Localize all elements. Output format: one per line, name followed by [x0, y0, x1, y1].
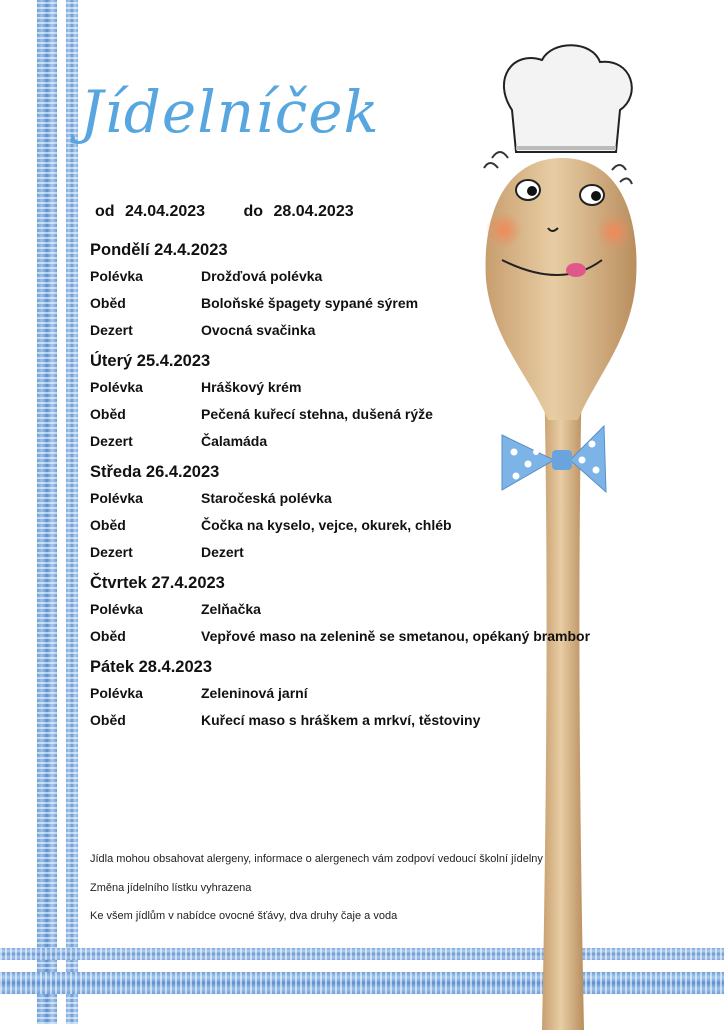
day-heading: Úterý 25.4.2023 — [90, 352, 211, 370]
row-label: Oběd — [90, 406, 126, 422]
date-from: 24.04.2023 — [125, 203, 206, 220]
menu-title: Jídelníček — [80, 78, 380, 146]
menu-row — [90, 433, 650, 460]
menu-row — [90, 544, 650, 571]
row-label: Polévka — [90, 601, 143, 617]
day-heading: Pátek 28.4.2023 — [90, 658, 213, 676]
row-value: Ovocná svačinka — [201, 322, 316, 338]
row-value: Drožďová polévka — [201, 268, 323, 284]
day-heading: Pondělí 24.4.2023 — [90, 241, 228, 259]
date-range — [95, 203, 354, 221]
row-label: Polévka — [90, 685, 143, 701]
day-friday — [90, 658, 650, 739]
row-value: Dezert — [201, 544, 244, 560]
row-label: Oběd — [90, 295, 126, 311]
menu-row — [90, 490, 650, 517]
row-label: Polévka — [90, 490, 143, 506]
row-label: Oběd — [90, 712, 126, 728]
date-from-label: od — [95, 203, 115, 220]
row-value: Čočka na kyselo, vejce, okurek, chléb — [201, 517, 452, 533]
menu-row — [90, 517, 650, 544]
row-value: Kuřecí maso s hráškem a mrkví, těstoviny — [201, 712, 481, 728]
menu-row — [90, 295, 650, 322]
row-value: Pečená kuřecí stehna, dušená rýže — [201, 406, 433, 422]
note-allergens: Jídla mohou obsahovat alergeny, informace o alergenech vám zodpoví vedoucí školní jídelny — [90, 853, 543, 865]
day-heading: Čtvrtek 27.4.2023 — [90, 574, 225, 592]
row-label: Polévka — [90, 379, 143, 395]
menu-row — [90, 601, 650, 628]
date-to: 28.04.2023 — [273, 203, 354, 220]
row-value: Čalamáda — [201, 433, 268, 449]
row-label: Dezert — [90, 544, 133, 560]
left-stripe-inner — [66, 0, 78, 1024]
row-label: Dezert — [90, 433, 133, 449]
menu-row — [90, 322, 650, 349]
row-value: Staročeská polévka — [201, 490, 332, 506]
day-monday — [90, 241, 650, 349]
date-to-label: do — [243, 203, 264, 220]
menu-row — [90, 685, 650, 712]
row-value: Zelňačka — [201, 601, 261, 617]
menu-row — [90, 628, 650, 655]
note-drinks: Ke všem jídlům v nabídce ovocné šťávy, dva druhy čaje a voda — [90, 910, 398, 922]
row-label: Oběd — [90, 517, 126, 533]
row-label: Polévka — [90, 268, 143, 284]
row-label: Dezert — [90, 322, 133, 338]
row-value: Boloňské špagety sypané sýrem — [201, 295, 419, 311]
menu-row — [90, 379, 650, 406]
note-changes: Změna jídelního lístku vyhrazena — [90, 882, 252, 894]
menu-row — [90, 268, 650, 295]
day-thursday — [90, 574, 650, 655]
menu-row — [90, 712, 650, 739]
row-value: Zeleninová jarní — [201, 685, 308, 701]
day-wednesday — [90, 463, 650, 571]
day-tuesday — [90, 352, 650, 460]
menu-row — [90, 406, 650, 433]
left-stripe-outer — [37, 0, 57, 1024]
row-value: Vepřové maso na zelenině se smetanou, opékaný brambor — [201, 628, 591, 644]
row-value: Hráškový krém — [201, 379, 302, 395]
row-label: Oběd — [90, 628, 126, 644]
day-heading: Středa 26.4.2023 — [90, 463, 220, 481]
